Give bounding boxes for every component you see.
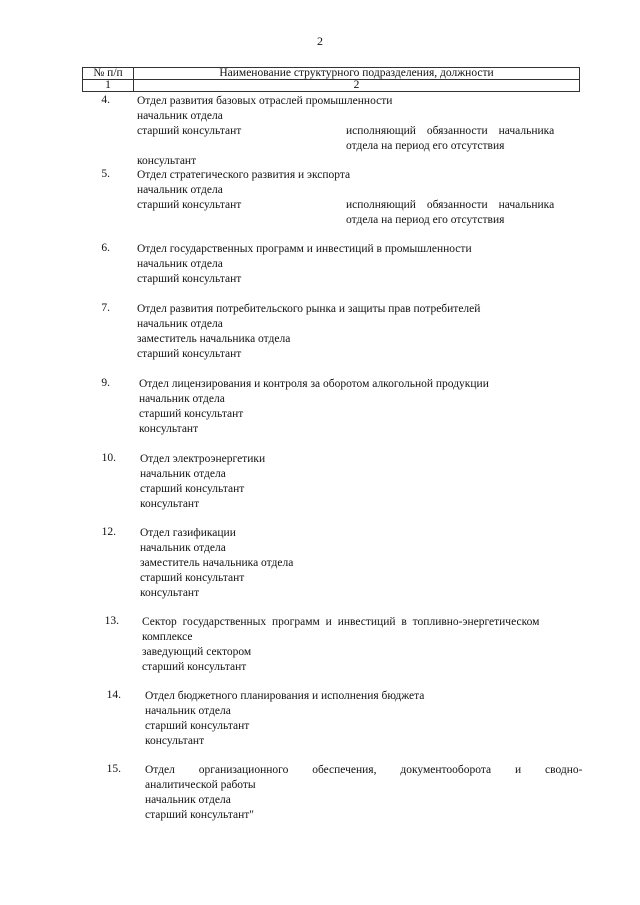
department-title: Отдел стратегического развития и экспорта	[137, 169, 351, 181]
position: начальник отдела	[137, 258, 223, 270]
position: начальник отдела	[140, 468, 226, 480]
position: старший консультант	[142, 661, 247, 673]
position: начальник отдела	[137, 184, 223, 196]
department-title-continued: аналитической работы	[145, 779, 256, 791]
position: начальник отдела	[145, 705, 231, 717]
acting-note: отдела на период его отсутствия	[346, 140, 505, 152]
department-title: Отдел развития базовых отраслей промышленности	[137, 95, 393, 107]
department-title: Отдел государственных программ и инвестиций в промышленности	[137, 243, 472, 255]
acting-note: исполняющий обязанности начальника	[346, 199, 555, 211]
position: консультант	[139, 423, 199, 435]
item-number: 12.	[101, 526, 116, 538]
header-col-number: № п/п	[82, 68, 134, 79]
table-header-numbering-row	[82, 79, 580, 92]
position: старший консультант	[137, 348, 242, 360]
department-title: Отдел электроэнергетики	[140, 453, 266, 465]
header-col-name: Наименование структурного подразделения, должности	[134, 68, 580, 79]
acting-note: исполняющий обязанности начальника	[346, 125, 555, 137]
position: консультант	[137, 155, 197, 167]
item-number: 4.	[101, 94, 110, 106]
position: старший консультант	[139, 408, 244, 420]
department-title: Сектор государственных программ и инвестиций в топливно-энергетическом	[142, 616, 540, 628]
position: заведующий сектором	[142, 646, 252, 658]
position: старший консультант	[140, 572, 245, 584]
department-title-continued: комплексе	[142, 631, 193, 643]
header-col-number-index: 1	[82, 80, 134, 91]
item-number: 13.	[104, 615, 119, 627]
position: старший консультант	[145, 720, 250, 732]
position: начальник отдела	[145, 794, 231, 806]
position: консультант	[140, 498, 200, 510]
acting-note: отдела на период его отсутствия	[346, 214, 505, 226]
position: начальник отдела	[137, 318, 223, 330]
item-number: 7.	[101, 302, 110, 314]
position: начальник отдела	[139, 393, 225, 405]
position: заместитель начальника отдела	[137, 333, 291, 345]
position: консультант	[140, 587, 200, 599]
department-title: Отдел развития потребительского рынка и защиты прав потребителей	[137, 303, 481, 315]
page-number: 2	[317, 34, 323, 48]
position: старший консультант	[140, 483, 245, 495]
department-title: Отдел газификации	[140, 527, 236, 539]
header-col-name-index: 2	[134, 80, 580, 91]
position: старший консультант	[137, 199, 242, 211]
department-title: Отдел организационного обеспечения, документооборота и сводно-	[145, 764, 583, 776]
position: старший консультант	[137, 273, 242, 285]
position: старший консультант"	[145, 809, 254, 821]
position: старший консультант	[137, 125, 242, 137]
position: начальник отдела	[140, 542, 226, 554]
position: начальник отдела	[137, 110, 223, 122]
item-number: 5.	[101, 168, 110, 180]
position: заместитель начальника отдела	[140, 557, 294, 569]
item-number: 15.	[106, 763, 121, 775]
item-number: 6.	[101, 242, 110, 254]
position: консультант	[145, 735, 205, 747]
table-header-row	[82, 67, 580, 79]
item-number: 10.	[101, 452, 116, 464]
item-number: 9.	[101, 377, 110, 389]
department-title: Отдел лицензирования и контроля за оборотом алкогольной продукции	[139, 378, 489, 390]
department-title: Отдел бюджетного планирования и исполнения бюджета	[145, 690, 425, 702]
item-number: 14.	[106, 689, 121, 701]
